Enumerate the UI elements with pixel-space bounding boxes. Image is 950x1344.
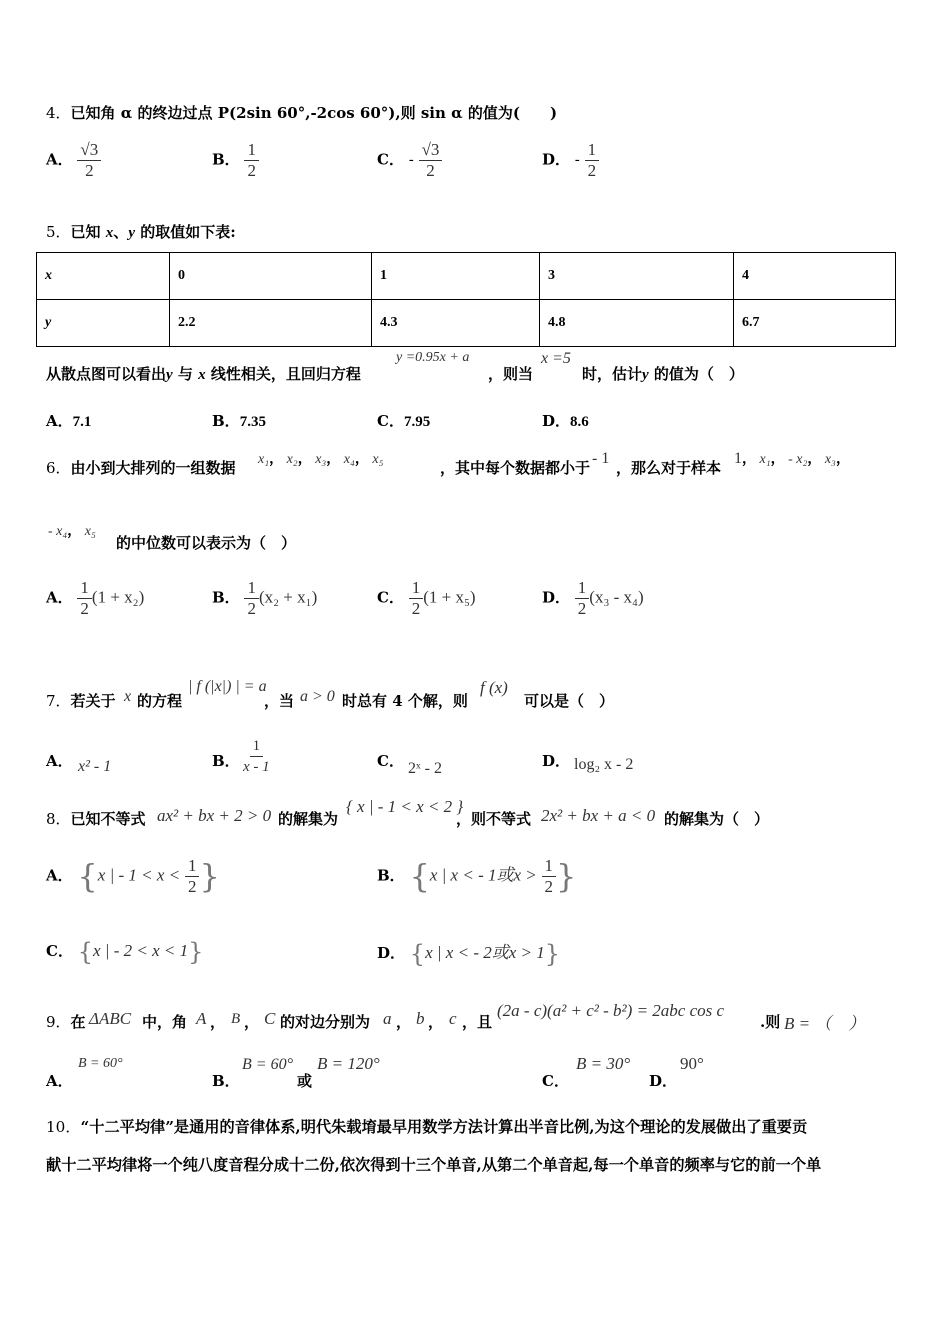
q9-option-b-expr: B = 60° bbox=[242, 1056, 293, 1073]
q9-triangle: ΔABC bbox=[89, 1009, 132, 1028]
q8-stem-d: 的解集为（ ） bbox=[664, 810, 770, 828]
q6-option-c: C． $\frac{1}{2}$ (1 + x₅) bbox=[377, 578, 476, 618]
q7-stem-b: 的方程 bbox=[137, 692, 183, 710]
q8-option-d: D． {x | x < - 2或x > 1} bbox=[377, 940, 561, 968]
q9-stem-e: .则 bbox=[760, 1013, 781, 1031]
q7-equation: | f (|x|) | = a bbox=[188, 678, 267, 695]
q9-angle-c: C bbox=[264, 1009, 276, 1028]
table-cell: 4.3 bbox=[372, 300, 540, 347]
q7-option-b: B． bbox=[212, 752, 240, 770]
table-cell: 1 bbox=[372, 253, 540, 300]
q6-stem-b: ，其中每个数据都小于 bbox=[440, 459, 591, 477]
q9-angle-b: B bbox=[231, 1011, 241, 1027]
q9-side-a: a bbox=[383, 1009, 392, 1028]
q7-condition: a > 0 bbox=[300, 688, 335, 705]
q7-option-b-frac: $\frac{1}{x - 1}$ bbox=[243, 738, 270, 775]
q9-stem-b: 中，角 bbox=[142, 1013, 188, 1031]
q7-option-d-expr: log₂ x - 2 bbox=[574, 756, 634, 773]
q9-option-b: B． bbox=[212, 1072, 240, 1090]
q5-option-a: A．7.1 bbox=[46, 412, 92, 430]
q9-side-b: b bbox=[416, 1009, 425, 1028]
q7-option-d: D． bbox=[542, 752, 571, 770]
q6-option-a: A． $\frac{1}{2}$ (1 + x₂) bbox=[46, 578, 145, 618]
q5-stem: 5．已知 x、y 的取值如下表: bbox=[46, 223, 236, 241]
q9-option-b-expr2: B = 120° bbox=[317, 1054, 380, 1073]
q9-comma-3: ， bbox=[396, 1013, 412, 1031]
table-row bbox=[37, 253, 896, 300]
q9-side-c: c bbox=[449, 1009, 457, 1028]
q5-body-2: ，则当 bbox=[488, 365, 534, 383]
q7-stem-e: 可以是（ ） bbox=[524, 692, 615, 710]
q5-option-b: B．7.35 bbox=[212, 412, 266, 430]
q9-stem-d: ，且 bbox=[462, 1013, 493, 1031]
q8-ineq1: ax² + bx + 2 > 0 bbox=[157, 806, 272, 825]
q6-option-d: D． $\frac{1}{2}$ (x₃ - x₄) bbox=[542, 578, 644, 618]
q7-option-a: A． bbox=[46, 752, 73, 770]
q10-line-2: 献十二平均律将一个纯八度音程分成十二份,依次得到十三个单音,从第二个单音起,每一个单音的频率与它的前一个单 bbox=[46, 1156, 822, 1174]
q6-stem-d: 的中位数可以表示为（ ） bbox=[116, 534, 297, 552]
q9-option-c: C． bbox=[542, 1072, 569, 1090]
q4-option-d: D． - $\frac{1}{2}$ bbox=[542, 140, 599, 181]
q6-sample-list-2: - x₄， x₅ bbox=[48, 524, 96, 539]
q4-option-c: C． - $\frac{√3}{2}$ bbox=[377, 140, 442, 181]
q6-data-list: x₁， x₂， x₃， x₄， x₅ bbox=[258, 452, 384, 467]
q7-option-c-expr: 2ˣ - 2 bbox=[408, 760, 442, 777]
q5-regression-equation: y =0.95x + a bbox=[396, 350, 470, 365]
q9-stem: 9．在 bbox=[46, 1013, 86, 1031]
q6-bound: - 1 bbox=[592, 450, 610, 467]
table-cell: y bbox=[37, 300, 170, 347]
q8-set1: { x | - 1 < x < 2 } bbox=[346, 797, 464, 816]
q8-stem-b: 的解集为 bbox=[278, 810, 339, 828]
q8-option-c: C． {x | - 2 < x < 1} bbox=[46, 938, 204, 966]
q5-condition: x =5 bbox=[541, 350, 571, 367]
q9-question: B = （ ） bbox=[784, 1014, 866, 1033]
q9-option-b-or: 或 bbox=[297, 1072, 313, 1090]
table-cell: 4 bbox=[734, 253, 896, 300]
q9-comma-4: ， bbox=[428, 1013, 444, 1031]
table-cell: 0 bbox=[170, 253, 372, 300]
q7-var: x bbox=[124, 688, 132, 705]
q7-func: f (x) bbox=[480, 678, 508, 697]
q7-stem: 7．若关于 bbox=[46, 692, 116, 710]
q6-stem-c: ，那么对于样本 bbox=[616, 459, 722, 477]
q7-option-c: C． bbox=[377, 752, 404, 770]
q8-ineq2: 2x² + bx + a < 0 bbox=[541, 806, 656, 825]
q8-stem-c: ，则不等式 bbox=[456, 810, 532, 828]
q8-stem: 8．已知不等式 bbox=[46, 810, 146, 828]
q9-angle-a: A bbox=[196, 1009, 207, 1028]
q8-option-b: B． {x | x < - 1或x > $\frac{1}{2}$ } bbox=[377, 856, 577, 896]
q4-option-a: A． $\frac{√3}{2}$ bbox=[46, 140, 101, 181]
q9-stem-c: 的对边分别为 bbox=[280, 1013, 371, 1031]
q7-option-a-expr: x² - 1 bbox=[78, 758, 112, 775]
q9-equation: (2a - c)(a² + c² - b²) = 2abc cos c bbox=[497, 1001, 725, 1020]
q7-stem-c: ，当 bbox=[264, 692, 295, 710]
q9-option-d-expr: 90° bbox=[680, 1054, 704, 1073]
q9-option-c-expr: B = 30° bbox=[576, 1054, 631, 1073]
q6-sample-list: 1， x₁， - x₂， x₃， bbox=[734, 450, 850, 467]
q6-option-b: B． $\frac{1}{2}$ (x₂ + x₁) bbox=[212, 578, 318, 618]
q7-stem-d: 时总有 4 个解，则 bbox=[342, 692, 468, 710]
q10-line-1: 10．“十二平均律”是通用的音律体系,明代朱载堉最早用数学方法计算出半音比例,为这个理论的发展做出了重要贡 bbox=[46, 1118, 808, 1136]
q5-option-d: D．8.6 bbox=[542, 412, 589, 430]
q5-data-table bbox=[36, 252, 896, 347]
q9-comma-1: ， bbox=[210, 1013, 226, 1031]
q9-option-a: A． bbox=[46, 1072, 73, 1090]
q9-option-a-expr: B = 60° bbox=[78, 1056, 123, 1071]
q4-stem: 4．已知角 α 的终边过点 P(2sin 60°,-2cos 60°),则 sin α 的值为( ) bbox=[46, 104, 558, 122]
table-cell: x bbox=[37, 253, 170, 300]
q5-body: 从散点图可以看出y 与 x 线性相关，且回归方程 bbox=[46, 365, 361, 383]
q9-comma-2: ， bbox=[244, 1013, 260, 1031]
table-cell: 4.8 bbox=[540, 300, 734, 347]
q9-option-d: D． bbox=[649, 1072, 678, 1090]
table-cell: 3 bbox=[540, 253, 734, 300]
q8-option-a: A． {x | - 1 < x < $\frac{1}{2}$ } bbox=[46, 856, 220, 896]
q5-body-3: 时，估计y 的值为（ ） bbox=[582, 365, 744, 383]
q5-option-c: C．7.95 bbox=[377, 412, 431, 430]
q6-stem: 6．由小到大排列的一组数据 bbox=[46, 459, 236, 477]
table-cell: 2.2 bbox=[170, 300, 372, 347]
table-cell: 6.7 bbox=[734, 300, 896, 347]
q4-option-b: B． $\frac{1}{2}$ bbox=[212, 140, 259, 181]
table-row bbox=[37, 300, 896, 347]
